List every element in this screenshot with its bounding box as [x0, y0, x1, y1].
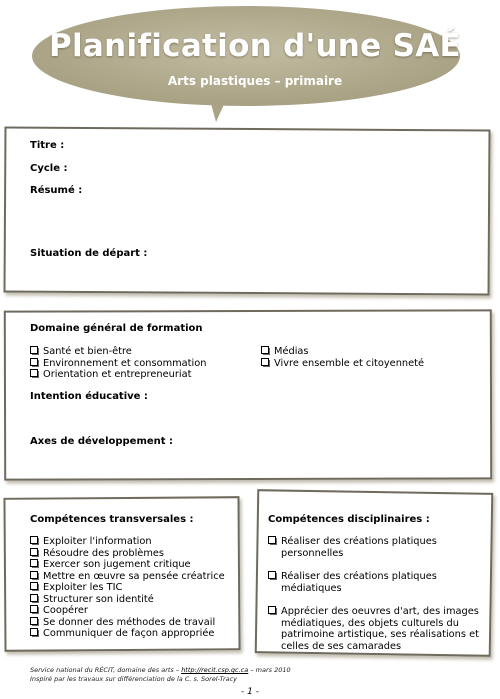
footer-inspiration: Inspiré par les travaux sur différenciation de la C. s. Sorel-Tracy: [30, 675, 238, 683]
checkbox-icon[interactable]: [30, 594, 38, 602]
checkbox-icon[interactable]: [30, 536, 38, 544]
cycle-label: Cycle :: [30, 163, 68, 174]
checkbox-icon[interactable]: [30, 358, 38, 366]
checkbox-icon[interactable]: [30, 346, 38, 354]
checkbox-icon[interactable]: [30, 605, 38, 613]
discipline-item[interactable]: Réaliser des créations platiques personnelles: [268, 536, 481, 559]
checkbox-icon[interactable]: [261, 346, 269, 354]
domaine-label: Domaine général de formation: [30, 323, 203, 334]
competence-item[interactable]: Structurer son identité: [30, 594, 154, 606]
competence-item[interactable]: Coopérer: [30, 605, 88, 617]
competence-item[interactable]: Résoudre des problèmes: [30, 548, 164, 560]
checkbox-icon[interactable]: [268, 536, 276, 544]
competence-item[interactable]: Exercer son jugement critique: [30, 559, 191, 571]
checkbox-icon[interactable]: [30, 548, 38, 556]
resume-label: Résumé :: [30, 185, 83, 196]
competence-item[interactable]: Exploiter les TIC: [30, 582, 122, 594]
competence-item[interactable]: Mettre en œuvre sa pensée créatrice: [30, 571, 225, 583]
checkbox-icon[interactable]: [30, 369, 38, 377]
competence-item[interactable]: Exploiter l'information: [30, 536, 152, 548]
checkbox-icon[interactable]: [30, 571, 38, 579]
checkbox-icon[interactable]: [261, 358, 269, 366]
domain-option[interactable]: Vivre ensemble et citoyenneté: [261, 358, 424, 370]
discipline-item[interactable]: Apprécier des oeuvres d'art, des images médiatiques, des objets culturels du patrimoine artistique, ses réalisations et celles de ses camarades: [268, 606, 493, 652]
checkbox-icon[interactable]: [30, 582, 38, 590]
checkbox-icon[interactable]: [268, 606, 276, 614]
checkbox-icon[interactable]: [30, 559, 38, 567]
page-number: - 1 -: [241, 687, 259, 697]
checkbox-icon[interactable]: [30, 617, 38, 625]
competences-transversales-label: Compétences transversales :: [30, 514, 194, 525]
competences-disciplinaires-label: Compétences disciplinaires :: [268, 514, 430, 525]
domain-option[interactable]: Médias: [261, 346, 309, 358]
situation-depart-label: Situation de départ :: [30, 248, 148, 259]
axes-label: Axes de développement :: [30, 436, 174, 447]
recit-link[interactable]: http://recit.csp.qc.ca: [181, 666, 249, 674]
competence-item[interactable]: Se donner des méthodes de travail: [30, 617, 215, 629]
competence-item[interactable]: Communiquer de façon appropriée: [30, 628, 214, 640]
intention-label: Intention éducative :: [30, 391, 148, 402]
domain-option[interactable]: Santé et bien-être: [30, 346, 132, 358]
checkbox-icon[interactable]: [268, 571, 276, 579]
discipline-item[interactable]: Réaliser des créations platiques médiatiques: [268, 571, 481, 594]
page-subtitle: Arts plastiques – primaire: [167, 74, 343, 88]
checkbox-icon[interactable]: [30, 628, 38, 636]
titre-label: Titre :: [30, 140, 65, 151]
domain-option[interactable]: Orientation et entrepreneuriat: [30, 369, 191, 381]
page-title: Planification d'une SAÉ: [48, 28, 461, 64]
domain-option[interactable]: Environnement et consommation: [30, 358, 206, 370]
general-info-box: [3, 127, 490, 296]
footer-credit: Service national du RÉCIT, domaine des arts – http://recit.csp.qc.ca – mars 2010: [30, 666, 291, 674]
